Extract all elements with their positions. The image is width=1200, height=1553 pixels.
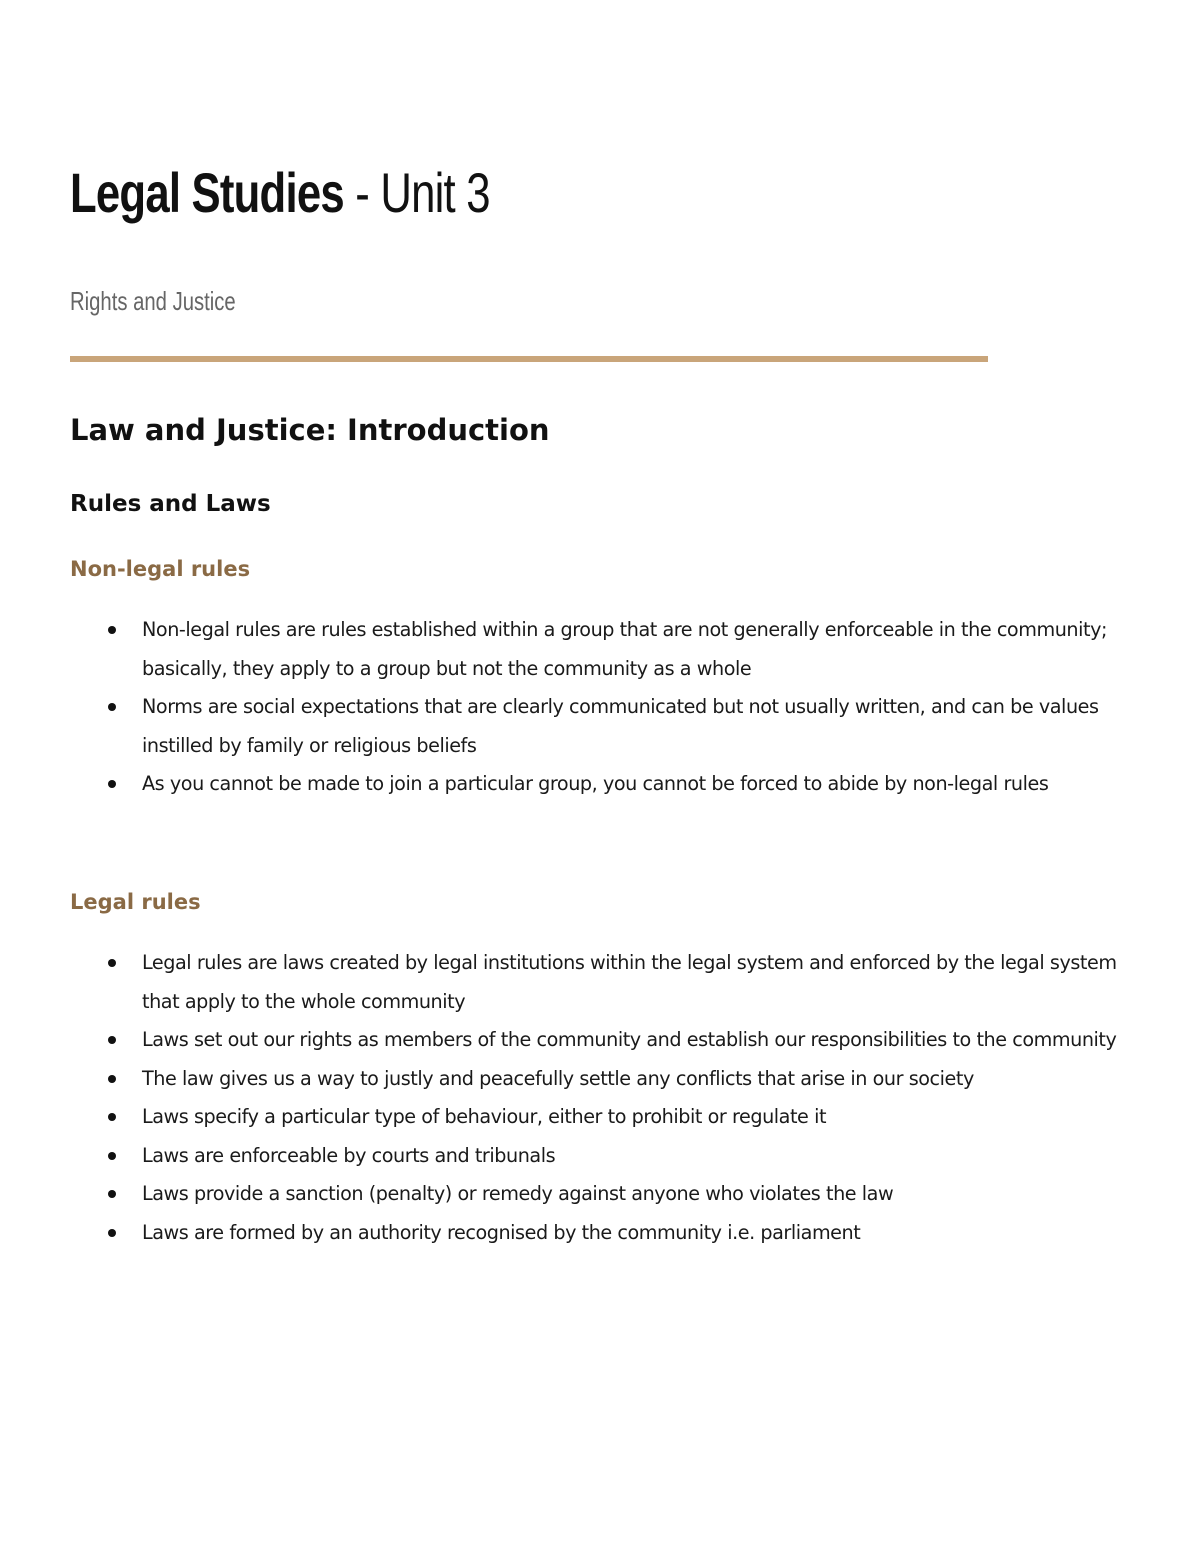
list-item (106, 765, 1146, 804)
list-item (106, 944, 1146, 1021)
list-item-text: Laws are formed by an authority recognised by the community i.e. parliament (142, 1220, 861, 1244)
bullet-icon (108, 1075, 116, 1083)
title-divider (70, 356, 988, 362)
list-item-text: Laws are enforceable by courts and tribunals (142, 1143, 556, 1167)
list-item-text: Non-legal rules are rules established within a group that are not generally enforceable in the community; basically, they apply to a group but not the community as a whole (142, 618, 1107, 680)
list-item (106, 1137, 1146, 1176)
bullet-icon (108, 1229, 116, 1237)
legal-rules-heading: Legal rules (70, 890, 201, 914)
bullet-icon (108, 1036, 116, 1044)
document-title-unit: - Unit 3 (343, 161, 490, 224)
list-item (106, 611, 1146, 688)
list-item-text: Laws set out our rights as members of the community and establish our responsibilities to the community (142, 1028, 1117, 1051)
list-item (106, 688, 1146, 765)
list-item-text: The law gives us a way to justly and peacefully settle any conflicts that arise in our society (142, 1066, 974, 1090)
list-item-text: Legal rules are laws created by legal institutions within the legal system and enforced by the legal system that apply to the whole community (142, 951, 1117, 1013)
section-heading: Law and Justice: Introduction (70, 413, 550, 447)
list-item (106, 1021, 1146, 1060)
list-item-text: As you cannot be made to join a particular group, you cannot be forced to abide by non-legal rules (142, 772, 1049, 795)
document-title (70, 160, 490, 225)
list-item (106, 1060, 1146, 1099)
list-item-text: Laws provide a sanction (penalty) or remedy against anyone who violates the law (142, 1182, 894, 1205)
list-item (106, 1214, 1146, 1253)
document-title-main: Legal Studies (70, 161, 344, 224)
list-item (106, 1175, 1146, 1214)
legal-rules-list (106, 944, 1146, 1252)
document-subtitle: Rights and Justice (70, 286, 236, 316)
non-legal-rules-heading: Non-legal rules (70, 557, 251, 581)
list-item (106, 1098, 1146, 1137)
bullet-icon (108, 780, 116, 788)
bullet-icon (108, 1190, 116, 1198)
bullet-icon (108, 1113, 116, 1121)
bullet-icon (108, 959, 116, 967)
list-item-text: Laws specify a particular type of behaviour, either to prohibit or regulate it (142, 1105, 827, 1128)
list-item-text: Norms are social expectations that are clearly communicated but not usually written, and can be values instilled by family or religious beliefs (142, 695, 1099, 757)
bullet-icon (108, 1152, 116, 1160)
section-subheading: Rules and Laws (70, 491, 271, 517)
bullet-icon (108, 703, 116, 711)
bullet-icon (108, 626, 116, 634)
non-legal-rules-list (106, 611, 1146, 804)
